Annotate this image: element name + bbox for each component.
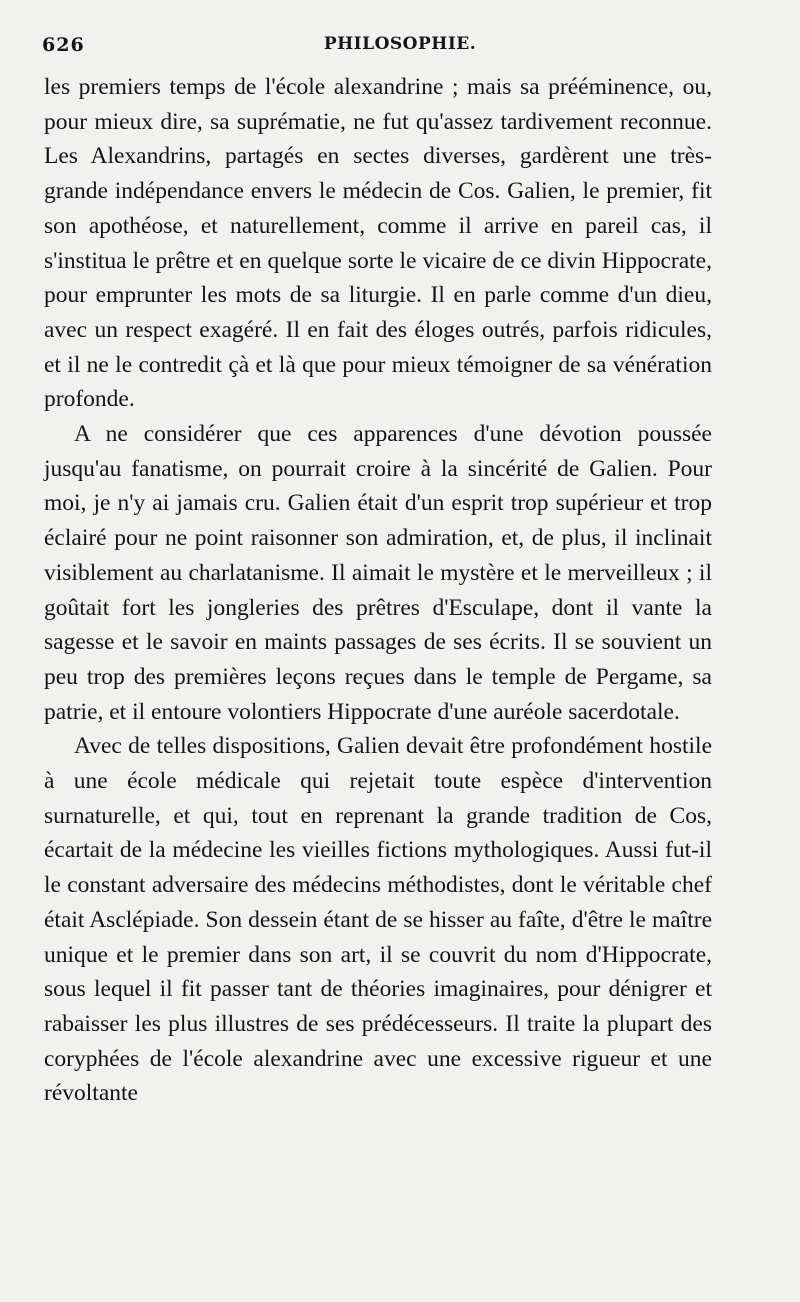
- page-number: 626: [42, 34, 85, 56]
- running-title: PHILOSOPHIE.: [323, 34, 477, 54]
- page-header: [42, 30, 758, 62]
- body-text: [44, 70, 712, 1111]
- paragraph-1: les premiers temps de l'école alexandrine ; mais sa prééminence, ou, pour mieux dire, sa suprématie, ne fut qu'assez tardivement reconnue. Les Alexandrins, partagés en sectes diverses, gardèrent une très-grande indépendance envers le médecin de Cos. Galien, le premier, fit son apothéose, et naturellement, comme il arrive en pareil cas, il s'institua le prêtre et en quelque sorte le vicaire de ce divin Hippocrate, pour emprunter les mots de sa liturgie. Il en parle comme d'un dieu, avec un respect exagéré. Il en fait des éloges outrés, parfois ridicules, et il ne le contredit çà et là que pour mieux témoigner de sa vénération profonde.: [44, 74, 712, 413]
- paragraph-3: Avec de telles dispositions, Galien devait être profondément hostile à une école médicale qui rejetait toute espèce d'intervention surnaturelle, et qui, tout en reprenant la grande tradition de Cos, écartait de la médecine les vieilles fictions mythologiques. Aussi fut-il le constant adversaire des médecins méthodistes, dont le véritable chef était Asclépiade. Son dessein étant de se hisser au faîte, d'être le maître unique et le premier dans son art, il se couvrit du nom d'Hippocrate, sous lequel il fit passer tant de théories imaginaires, pour dénigrer et rabaisser les plus illustres de ses prédécesseurs. Il traite la plupart des coryphées de l'école alexandrine avec une excessive rigueur et une révoltante: [44, 733, 712, 1107]
- paragraph-2: A ne considérer que ces apparences d'une dévotion poussée jusqu'au fanatisme, on pourrait croire à la sincérité de Galien. Pour moi, je n'y ai jamais cru. Galien était d'un esprit trop supérieur et trop éclairé pour ne point raisonner son admiration, et, de plus, il inclinait visiblement au charlatanisme. Il aimait le mystère et le merveilleux ; il goûtait fort les jongleries des prêtres d'Esculape, dont il vante la sagesse et le savoir en maints passages de ses écrits. Il se souvient un peu trop des premières leçons reçues dans le temple de Pergame, sa patrie, et il entoure volontiers Hippocrate d'une auréole sacerdotale.: [44, 421, 712, 725]
